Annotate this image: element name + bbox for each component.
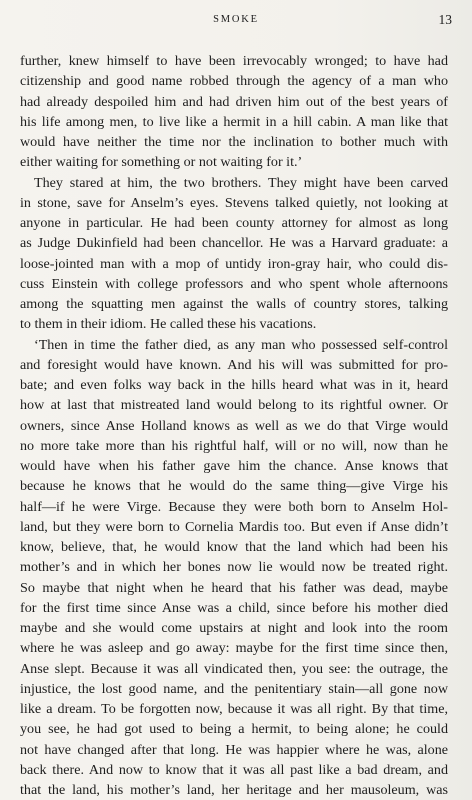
text-line: loose-jointed man with a mop of untidy iron-gray hair, who could dis- (20, 255, 448, 272)
text-line: because he knows that he would do the same thing—give Virge his (20, 478, 448, 495)
text-line: and foresight would have known. And his will was submitted for pro- (20, 356, 448, 373)
text-line: like a dream. To be forgotten now, because it was all right. By that time, (20, 701, 448, 717)
text-line: as Judge Dukinfield had been chancellor. He was a Harvard graduate: a (20, 235, 448, 252)
text-line: not have changed after that long. He was happier where he was, alone (20, 741, 448, 758)
text-line: citizenship and good name robbed through the agency of a man who (20, 73, 448, 90)
text-line: know, believe, that, he would know that the land which had been his (20, 539, 448, 555)
text-line: land, but they were born to Cornelia Mardis too. But even if Anse didn’t (20, 518, 448, 535)
text-line: you see, he had got used to being a hermit, to being alone; he could (20, 721, 448, 738)
text-line: among the squatting men against the walls of country stores, talking (20, 296, 448, 312)
body-text (20, 51, 448, 800)
text-line: how at last that mistreated land would belong to its rightful owner. Or (20, 397, 448, 414)
text-line: would have neither the time nor the inclination to bother much with (20, 134, 448, 150)
text-line: They stared at him, the two brothers. They might have been carved (34, 174, 448, 191)
page-header (0, 12, 472, 32)
text-line: mother’s and in which her bones now lie would now be treated right. (20, 559, 448, 576)
text-line: would have when his father gave him the chance. Anse knows that (20, 458, 448, 474)
text-line: anyone in particular. He had been county attorney for almost as long (20, 215, 448, 231)
text-line: to them in their idiom. He called these his vacations. (20, 316, 317, 333)
text-line: where he was asleep and go away: maybe for the first time since then, (20, 640, 448, 657)
text-line: cuss Einstein with college professors and who spent whole afternoons (20, 275, 448, 292)
text-line: back there. And now to know that it was all past like a bad dream, and (20, 761, 448, 778)
text-line: his life among men, to live like a hermit in a hill cabin. A man like that (20, 113, 448, 130)
text-line: no more take more than his rightful half, will or no will, now than he (20, 437, 448, 454)
text-line: had already despoiled him and had driven him out of the best years of (20, 93, 448, 110)
text-line: either waiting for something or not waiting for it.’ (20, 154, 303, 171)
text-line: for the first time since Anse was a child, since before his mother died (20, 599, 448, 616)
text-line: Anse slept. Because it was all vindicated then, you see: the outrage, the (20, 660, 448, 677)
text-line: maybe and she would come upstairs at night and look into the room (20, 620, 448, 636)
text-line: owners, since Anse Holland knows as well as we do that Virge would (20, 417, 448, 434)
page-number: 13 (438, 12, 452, 27)
text-line: in stone, save for Anselm’s eyes. Stevens talked quietly, not looking at (20, 194, 448, 211)
text-line: that the land, his mother’s land, her heritage and her mausoleum, was (20, 782, 448, 798)
text-line: So maybe that night when he heard that his father was dead, maybe (20, 579, 448, 596)
text-line: ‘Then in time the father died, as any man who possessed self-control (34, 336, 448, 353)
text-line: bate; and even folks way back in the hills heard what was in it, heard (20, 377, 448, 393)
text-line: further, knew himself to have been irrevocably wronged; to have had (20, 53, 448, 69)
text-line: injustice, the lost good name, and the penitentiary stain—all gone now (20, 680, 448, 697)
text-line: half—if he were Virge. Because they were both born to Anselm Hol- (20, 498, 448, 515)
running-head: SMOKE (213, 14, 259, 25)
